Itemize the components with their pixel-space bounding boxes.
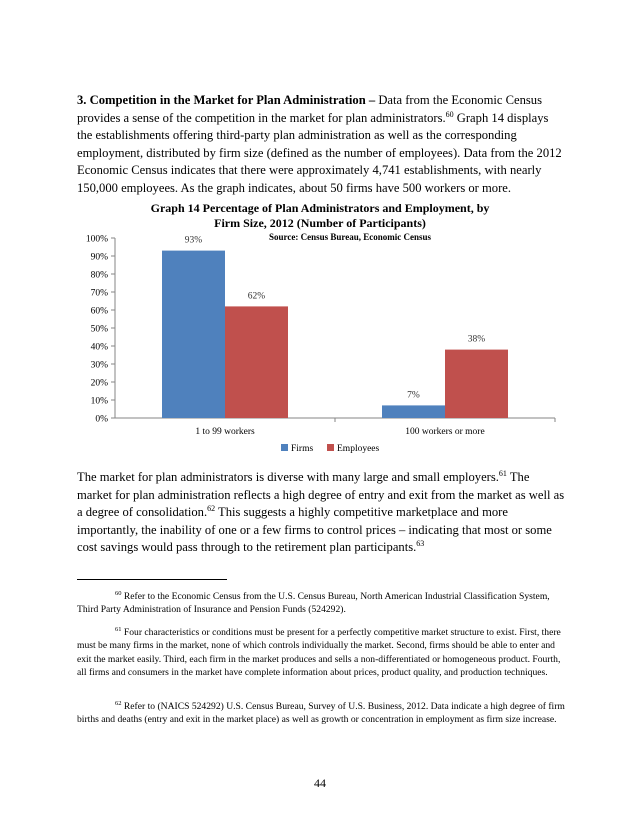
market-text-2: The market for plan administration reflects a high degree of entry and exit from the market as well as a degree of consolidation.	[77, 470, 565, 520]
footnote-number: 62	[115, 699, 122, 707]
y-tick-label: 40%	[90, 342, 108, 353]
data-label: 38%	[467, 334, 486, 345]
chart-source: Source: Census Bureau, Economic Census	[269, 232, 431, 242]
section-text-1: Data from the Economic Census provides a sense of the competition in the market for plan administrators.	[77, 93, 542, 125]
y-tick-label: 30%	[90, 360, 108, 371]
section-heading: 3. Competition in the Market for Plan Administration –	[77, 93, 376, 107]
bar-employees-0	[225, 306, 288, 418]
footnote-text: Refer to (NAICS 524292) U.S. Census Bureau, Survey of U.S. Business, 2012. Data indicate a high degree of firm births and deaths (entry and exit in the market place) as well as growth or concentration in employment as firm size increase.	[77, 701, 565, 726]
legend-label-firms: Firms	[291, 444, 314, 454]
footnote-ref-60[interactable]: 60	[445, 109, 454, 119]
footnote-text: Refer to the Economic Census from the U.S. Census Bureau, North American Industrial Classification System, Third Party Administration of Insurance and Pension Funds (524292).	[77, 591, 550, 616]
legend-swatch-employees	[327, 444, 334, 451]
y-tick-label: 90%	[90, 252, 108, 263]
data-label: 62%	[247, 291, 266, 302]
bar-firms-1	[382, 405, 445, 418]
footnote-62	[77, 700, 565, 727]
market-paragraph	[77, 469, 565, 557]
y-tick-label: 60%	[90, 306, 108, 317]
section-paragraph	[77, 92, 565, 198]
market-text-1: The market for plan administrators is diverse with many large and small employers.	[77, 470, 499, 484]
footnote-ref-63[interactable]: 63	[416, 539, 425, 549]
bar-firms-0	[162, 251, 225, 418]
footnote-text: Four characteristics or conditions must be present for a perfectly competitive market structure to exist. First, there must be many firms in the market, none of which controls individually the market. Second, firms should be able to enter and exit the market easily. Third, each firm in the market produces and sells a non-differentiated or homogeneous product. Fourth, all firms and consumers in the market have complete information about prices, product quality, and production techniques.	[77, 627, 561, 679]
y-tick-label: 0%	[95, 414, 108, 425]
y-tick-label: 10%	[90, 396, 108, 407]
legend-label-employees: Employees	[337, 444, 380, 454]
y-tick-label: 80%	[90, 270, 108, 281]
page-number: 44	[314, 776, 326, 790]
chart-title-line1: Graph 14 Percentage of Plan Administrators and Employment, by	[150, 201, 490, 215]
bar-employees-1	[445, 350, 508, 418]
footnote-60	[77, 590, 565, 617]
data-label: 93%	[184, 235, 203, 246]
footnote-ref-61[interactable]: 61	[498, 468, 507, 478]
x-category-label: 1 to 99 workers	[195, 427, 255, 437]
footnote-number: 60	[115, 589, 122, 597]
section-text-2: Graph 14 displays the establishments offering third-party plan administration as well as the corresponding employment, distributed by firm size (defined as the number of employees). Data from the 2012 Economic Census indicates that there were approximately 4,741 establishments, with nearly 150,000 employees. As the graph indicates, about 50 firms have 500 workers or more.	[77, 110, 562, 195]
y-tick-label: 20%	[90, 378, 108, 389]
footnote-number: 61	[115, 625, 122, 633]
footnote-divider	[77, 579, 227, 580]
footnote-ref-62[interactable]: 62	[207, 504, 216, 513]
y-tick-label: 70%	[90, 288, 108, 299]
bar-chart	[70, 196, 570, 466]
data-label: 7%	[407, 390, 420, 401]
footnote-61	[77, 626, 565, 680]
y-tick-label: 50%	[90, 324, 108, 335]
legend-swatch-firms	[281, 444, 288, 451]
x-category-label: 100 workers or more	[405, 427, 485, 437]
y-tick-label: 100%	[85, 234, 108, 245]
market-text-3: This suggests a highly competitive marketplace and more importantly, the inability of one or a few firms to control prices – indicating that most or some cost savings would pass through to the retirement plan participants.	[77, 505, 552, 555]
chart-title-line2: Firm Size, 2012 (Number of Participants)	[214, 216, 426, 230]
